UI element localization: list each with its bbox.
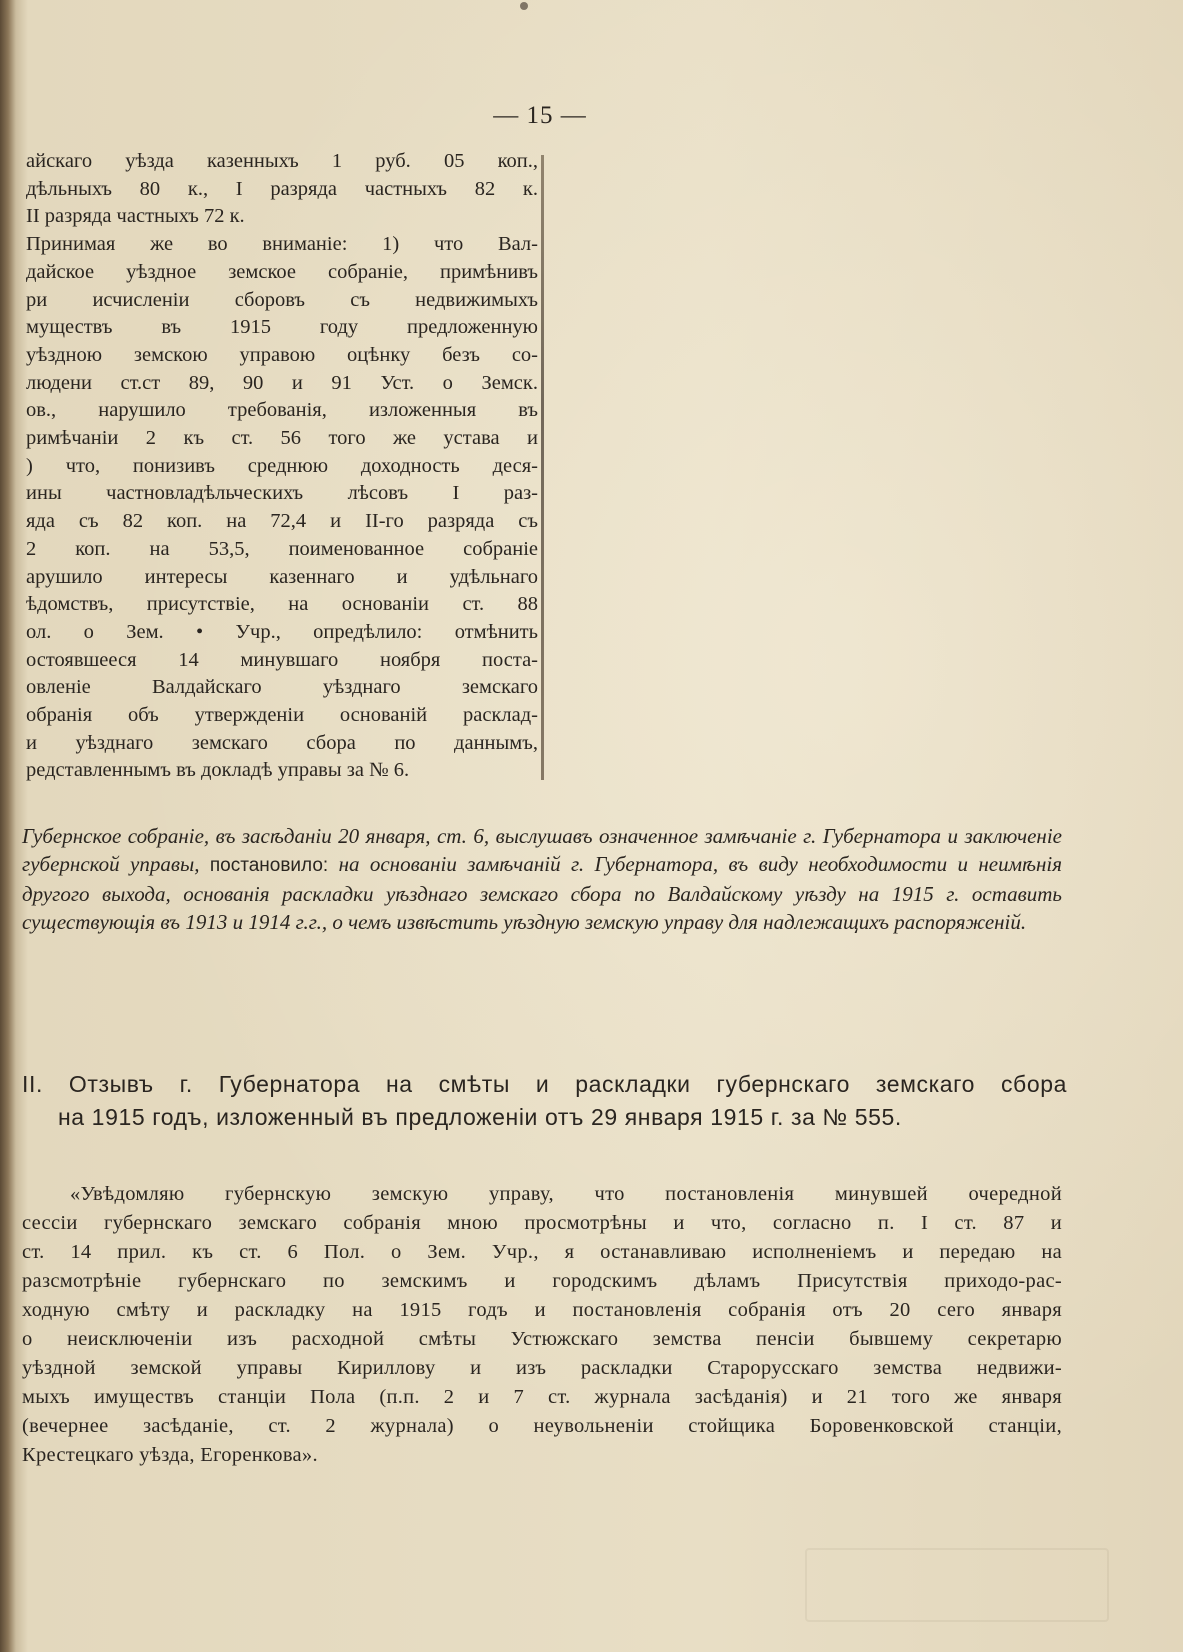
letter-line: ст. 14 прил. къ ст. 6 Пол. о Зем. Учр., я останавливаю исполненіемъ и передаю на [22, 1241, 1062, 1263]
left-column-line: арушило интересы казеннаго и удѣльнаго [26, 565, 538, 588]
letter-line: ходную смѣту и раскладку на 1915 годъ и постановленія собранія отъ 20 сего января [22, 1299, 1062, 1321]
left-column-line: ов., нарушило требованія, изложенныя въ [26, 399, 538, 422]
letter-line: Крестецкаго уѣзда, Егоренкова». [22, 1444, 318, 1466]
resolution-text-part1: Губернское собраніе, въ засѣданіи 20 января, ст. 6, выслушавъ означенное замѣчаніе г. Губернатора и заключеніе губернской управы, [22, 824, 1062, 876]
section-heading-line2: на 1915 годъ, изложенный въ предложеніи отъ 29 января 1915 г. за № 555. [58, 1104, 902, 1130]
left-column-line: и уѣзднаго земскаго сбора по даннымъ, [26, 731, 538, 754]
left-column-line: 2 коп. на 53,5, поименованное собраніе [26, 537, 538, 560]
library-stamp [805, 1548, 1109, 1622]
left-column-line: овленіе Валдайскаго уѣзднаго земскаго [26, 676, 538, 699]
resolution-keyword: постановило: [209, 855, 329, 876]
resolution-text-part2: на основаніи замѣчаній г. Губернатора, въ виду необходимости и неимѣнія другого выхода, основанія раскладки уѣзднаго земскаго сбора по Валдайскому уѣзду на 1915 г. оставить существующія въ 1913 и 1914 г.г., о чемъ извѣстить уѣздную земскую управу для надлежащихъ распоряженій. [22, 852, 1063, 934]
ink-smudge [520, 2, 528, 10]
left-column-line: ) что, понизивъ среднюю доходность деся- [26, 454, 538, 477]
left-column-line: ѣдомствъ, присутствіе, на основаніи ст. 88 [26, 593, 538, 616]
left-column-line: яда съ 82 коп. на 72,4 и II-го разряда съ [26, 510, 538, 533]
page-number: — 15 — [493, 102, 587, 129]
governor-letter-text [22, 1180, 1062, 1470]
section-heading [22, 1068, 1067, 1134]
resolution-paragraph [22, 822, 1062, 936]
letter-line: (вечернее засѣданіе, ст. 2 журнала) о неувольненіи стойщика Боровенковской станціи, [22, 1415, 1062, 1437]
left-column-line: дѣльныхъ 80 к., I разряда частныхъ 82 к. [26, 177, 538, 200]
left-column-line: муществъ въ 1915 году предложенную [26, 316, 538, 339]
left-column-line: айскаго уѣзда казенныхъ 1 руб. 05 коп., [26, 150, 538, 172]
letter-line: уѣздной земской управы Кириллову и изъ раскладки Старорусскаго земства недвижи- [22, 1357, 1062, 1379]
letter-line: мыхъ имуществъ станціи Пола (п.п. 2 и 7 ст. журнала засѣданія) и 21 того же января [22, 1386, 1062, 1408]
letter-line: «Увѣдомляю губернскую земскую управу, что постановленія минувшей очередной [70, 1183, 1062, 1205]
left-column-line: уѣздною земскою управою оцѣнку безъ со- [26, 343, 538, 366]
left-column-line: редставленнымъ въ докладѣ управы за № 6. [26, 759, 410, 782]
left-column-line: обранія объ утвержденіи основаній расклад- [26, 704, 538, 727]
column-divider [541, 155, 544, 780]
letter-line: разсмотрѣніе губернскаго по земскимъ и городскимъ дѣламъ Присутствія приходо-рас- [22, 1270, 1062, 1292]
left-column-line: ри исчисленіи сборовъ съ недвижимыхъ [26, 288, 538, 311]
section-heading-line1: II. Отзывъ г. Губернатора на смѣты и раскладки губернскаго земскаго сбора [22, 1071, 1067, 1097]
left-column-line: остоявшееся 14 минувшаго ноября поста- [26, 648, 538, 671]
letter-line: о неисключеніи изъ расходной смѣты Устюжскаго земства пенсіи бывшему секретарю [22, 1328, 1062, 1350]
left-column-line: ины частновладѣльческихъ лѣсовъ I раз- [26, 482, 538, 505]
left-column-text [26, 148, 538, 785]
left-column-line: людени ст.ст 89, 90 и 91 Уст. о Земск. [26, 371, 538, 394]
left-column-line: II разряда частныхъ 72 к. [26, 205, 245, 228]
letter-line: сессіи губернскаго земскаго собранія мною просмотрѣны и что, согласно п. I ст. 87 и [22, 1212, 1062, 1234]
left-column-line: дайское уѣздное земское собраніе, примѣнивъ [26, 260, 538, 283]
left-column-line: Принимая же во вниманіе: 1) что Вал- [26, 233, 538, 256]
left-column-line: ол. о Зем. • Учр., опредѣлило: отмѣнить [26, 620, 538, 643]
left-column-line: римѣчаніи 2 къ ст. 56 того же устава и [26, 427, 538, 450]
